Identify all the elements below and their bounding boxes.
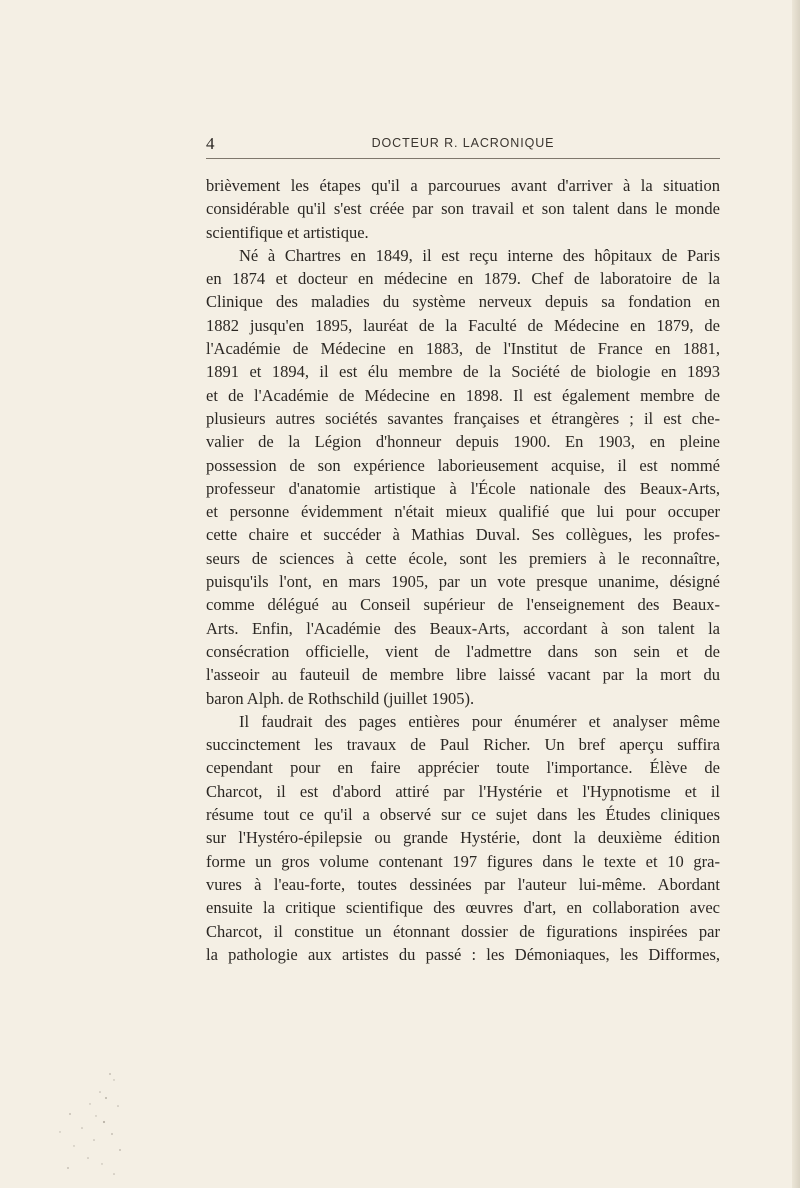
text-line: professeur d'anatomie artistique à l'École nationale des Beaux-Arts, (206, 478, 720, 498)
text-line: 1891 et 1894, il est élu membre de la Société de biologie en 1893 (206, 362, 720, 382)
text-line: Arts. Enfin, l'Académie des Beaux-Arts, accordant à son talent la (206, 618, 720, 638)
text-line: plusieurs autres sociétés savantes françaises et étrangères ; il est che- (206, 408, 720, 428)
text-line: résume tout ce qu'il a observé sur ce sujet dans les Études cliniques (206, 805, 720, 825)
text-line: cependant pour en faire apprécier toute l'importance. Élève de (206, 758, 720, 778)
text-line: cette chaire et succéder à Mathias Duval. Ses collègues, les profes- (206, 525, 720, 545)
text-line: possession de son expérience laborieusement acquise, il est nommé (206, 455, 720, 475)
text-line: Clinique des maladies du système nerveux depuis sa fondation en (206, 292, 720, 312)
text-line: succinctement les travaux de Paul Richer. Un bref aperçu suffira (206, 735, 720, 755)
text-line: valier de la Légion d'honneur depuis 1900. En 1903, en pleine (206, 432, 720, 452)
text-line: Il faudrait des pages entières pour énumérer et analyser même (239, 711, 720, 731)
header-rule (206, 158, 720, 159)
text-line: Charcot, il est d'abord attiré par l'Hystérie et l'Hypnotisme et il (206, 781, 720, 801)
text-line: comme délégué au Conseil supérieur de l'enseignement des Beaux- (206, 595, 720, 615)
paper-specks (30, 1070, 150, 1180)
text-line: baron Alph. de Rothschild (juillet 1905). (206, 688, 475, 708)
text-line: sur l'Hystéro-épilepsie ou grande Hystérie, dont la deuxième édition (206, 828, 720, 848)
text-line: brièvement les étapes qu'il a parcourues avant d'arriver à la situation (206, 176, 720, 195)
page-number: 4 (206, 134, 215, 153)
text-line: vures à l'eau-forte, toutes dessinées par l'auteur lui-même. Abordant (206, 874, 720, 894)
text-line: 1882 jusqu'en 1895, lauréat de la Faculté de Médecine en 1879, de (206, 315, 720, 335)
text-line: Charcot, il constitue un étonnant dossier de figurations inspirées par (206, 921, 720, 941)
text-line: ensuite la critique scientifique des œuvres d'art, en collaboration avec (206, 898, 720, 918)
text-line: et de l'Académie de Médecine en 1898. Il est également membre de (206, 385, 720, 405)
text-line: Né à Chartres en 1849, il est reçu interne des hôpitaux de Paris (239, 245, 720, 265)
text-line: forme un gros volume contenant 197 figures dans le texte et 10 gra- (206, 851, 720, 871)
text-line: et personne évidemment n'était mieux qualifié que lui pour occuper (206, 502, 720, 522)
text-line: la pathologie aux artistes du passé : les Démoniaques, les Difformes, (206, 944, 720, 964)
text-line: seurs de sciences à cette école, sont les premiers à le reconnaître, (206, 548, 720, 568)
text-line: puisqu'ils l'ont, en mars 1905, par un vote presque unanime, désigné (206, 572, 720, 592)
text-line: l'Académie de Médecine en 1883, de l'Institut de France en 1881, (206, 339, 720, 359)
page-header (206, 134, 720, 158)
text-line: consécration officielle, vient de l'admettre dans son sein et de (206, 641, 720, 661)
text-line: l'asseoir au fauteuil de membre libre laissé vacant par la mort du (206, 665, 720, 685)
text-line: scientifique et artistique. (206, 222, 369, 242)
text-line: considérable qu'il s'est créée par son travail et son talent dans le monde (206, 199, 720, 219)
running-head: DOCTEUR R. LACRONIQUE (371, 136, 555, 150)
text-line: en 1874 et docteur en médecine en 1879. Chef de laboratoire de la (206, 269, 720, 289)
page-edge (792, 0, 800, 1188)
body-text (206, 174, 720, 966)
